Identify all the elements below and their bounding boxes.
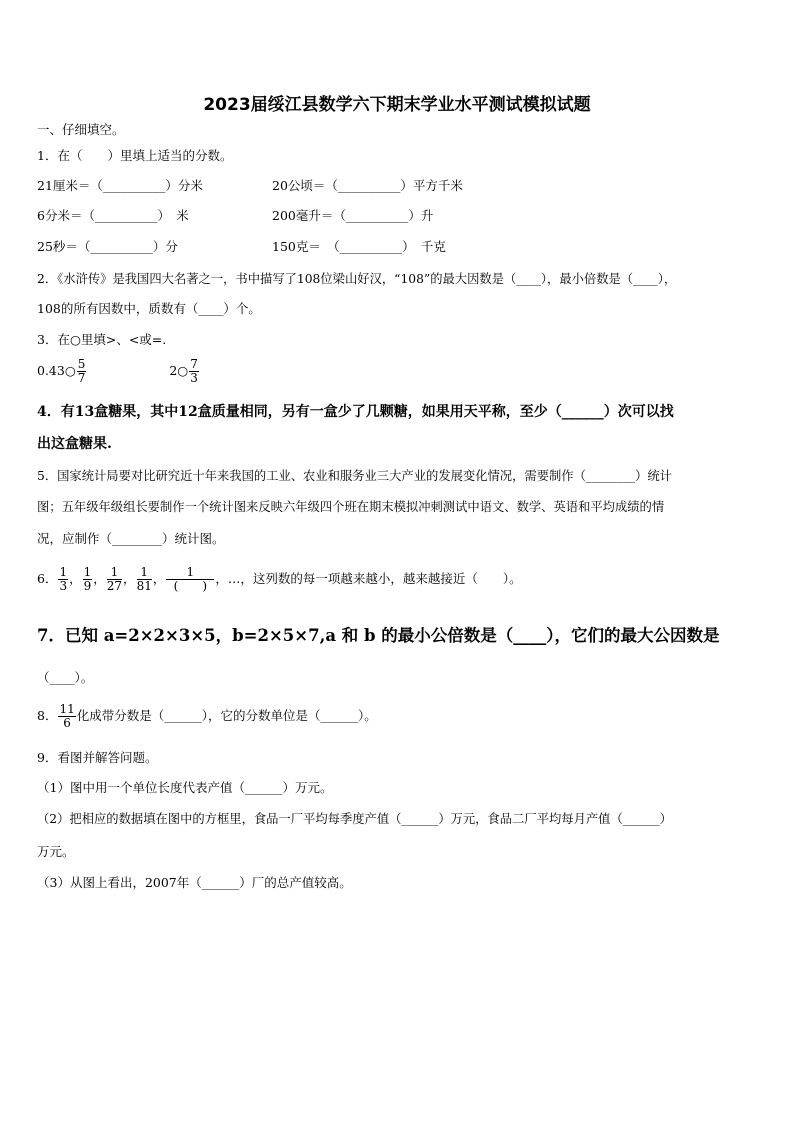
fraction-denominator: 81: [136, 578, 152, 593]
fraction-denominator: 6: [63, 715, 71, 730]
separator: ，: [93, 570, 106, 586]
question-3-item-a-prefix: 0.43○: [37, 362, 76, 378]
fraction-denominator: 9: [83, 578, 92, 593]
fraction: [83, 566, 93, 592]
fraction-numerator: 1: [107, 566, 122, 580]
question-4-line: 4．有13盒糖果，其中12盒质量相同，另有一盒少了几颗糖，如果用天平称，至少（______）次可以找: [37, 404, 674, 420]
section-heading: 一、仔细填空。: [37, 122, 125, 137]
question-2-line: 2．《水浒传》是我国四大名著之一，书中描写了108位梁山好汉，“108”的最大因数是（____），最小倍数是（____），: [37, 272, 677, 286]
fraction: [137, 566, 152, 592]
separator: ，: [69, 570, 82, 586]
question-6-prefix: 6．: [37, 570, 58, 586]
question-9-part: 万元。: [37, 844, 75, 859]
question-3-stem: 3．在○里填>、<或=.: [37, 332, 167, 347]
question-6-suffix: ，…，这列数的每一项越来越小，越来越接近（ ）。: [215, 570, 522, 586]
question-1-stem: 1．在（ ）里填上适当的分数。: [37, 148, 233, 163]
question-1-blank-left[interactable]: 21厘米＝（__________）分米: [37, 178, 203, 193]
question-6-line: [37, 566, 522, 592]
page-title: 2023届绥江县数学六下期末学业水平测试模拟试题: [203, 95, 591, 115]
question-7-line: 7．已知 a=2×2×3×5，b=2×5×7,a 和 b 的最小公倍数是（____），它们的最大公因数是: [37, 626, 720, 645]
question-8-prefix: 8．: [37, 707, 58, 723]
fraction-denominator: 27: [106, 578, 123, 593]
fraction-numerator: 1: [83, 565, 92, 579]
fraction-numerator: 5: [77, 357, 86, 371]
fraction-numerator: 1: [137, 566, 152, 580]
question-5-line: 图；五年级年级组长要制作一个统计图来反映六年级四个班在期末模拟冲刺测试中语文、数学、英语和平均成绩的情: [37, 500, 665, 514]
question-1-row: [37, 178, 463, 193]
fraction-numerator: 1: [166, 566, 214, 580]
question-1-blank-right[interactable]: 200毫升＝（__________）升: [272, 208, 434, 223]
question-9-stem: 9．看图并解答问题。: [37, 750, 158, 765]
question-3-item-b-prefix: 2○: [169, 362, 189, 378]
question-8-line: [37, 703, 377, 729]
question-5-line: 5．国家统计局要对比研究近十年来我国的工业、农业和服务业三大产业的发展变化情况，需要制作（________）统计: [37, 469, 672, 483]
question-1-blank-right[interactable]: 150克＝ （__________） 千克: [272, 239, 446, 254]
question-9-part: （1）图中用一个单位长度代表产值（______）万元。: [37, 780, 333, 795]
question-1-blank-left[interactable]: 6分米＝（__________） 米: [37, 208, 189, 223]
question-1-row: [37, 208, 434, 223]
question-1-blank-right[interactable]: 20公顷＝（__________）平方千米: [272, 178, 463, 193]
fraction: [58, 566, 68, 592]
question-2-line: 108的所有因数中，质数有（____）个。: [37, 301, 261, 316]
question-9-part: （3）从图上看出，2007年（______）厂的总产值较高。: [37, 875, 352, 890]
fraction: [189, 358, 199, 384]
question-9-part: （2）把相应的数据填在图中的方框里，食品一厂平均每季度产值（______）万元，食品二厂平均每月产值（______）: [37, 812, 672, 826]
fraction-denominator: 3: [190, 370, 198, 385]
question-7-line: （____）。: [37, 670, 94, 685]
question-5-line: 况，应制作（________）统计图。: [37, 531, 225, 546]
fraction-denominator: 7: [77, 370, 86, 385]
question-4-line: 出这盒糖果.: [37, 436, 112, 452]
question-8-suffix: 化成带分数是（______），它的分数单位是（______）。: [76, 707, 377, 723]
question-1-row: [37, 239, 446, 254]
fraction: [107, 566, 122, 592]
fraction-numerator: 11: [59, 702, 75, 716]
fraction: [77, 358, 87, 384]
separator: ，: [152, 570, 166, 586]
fraction-numerator: 7: [190, 357, 198, 371]
fraction-numerator: 1: [59, 565, 68, 579]
fraction-denominator-blank[interactable]: ( ): [173, 578, 208, 593]
separator: ，: [123, 570, 136, 586]
question-3-items: [37, 358, 200, 384]
fraction-denominator: 3: [59, 578, 68, 593]
fraction: [58, 703, 75, 729]
question-1-blank-left[interactable]: 25秒＝（__________）分: [37, 239, 178, 254]
fraction: [166, 566, 214, 592]
